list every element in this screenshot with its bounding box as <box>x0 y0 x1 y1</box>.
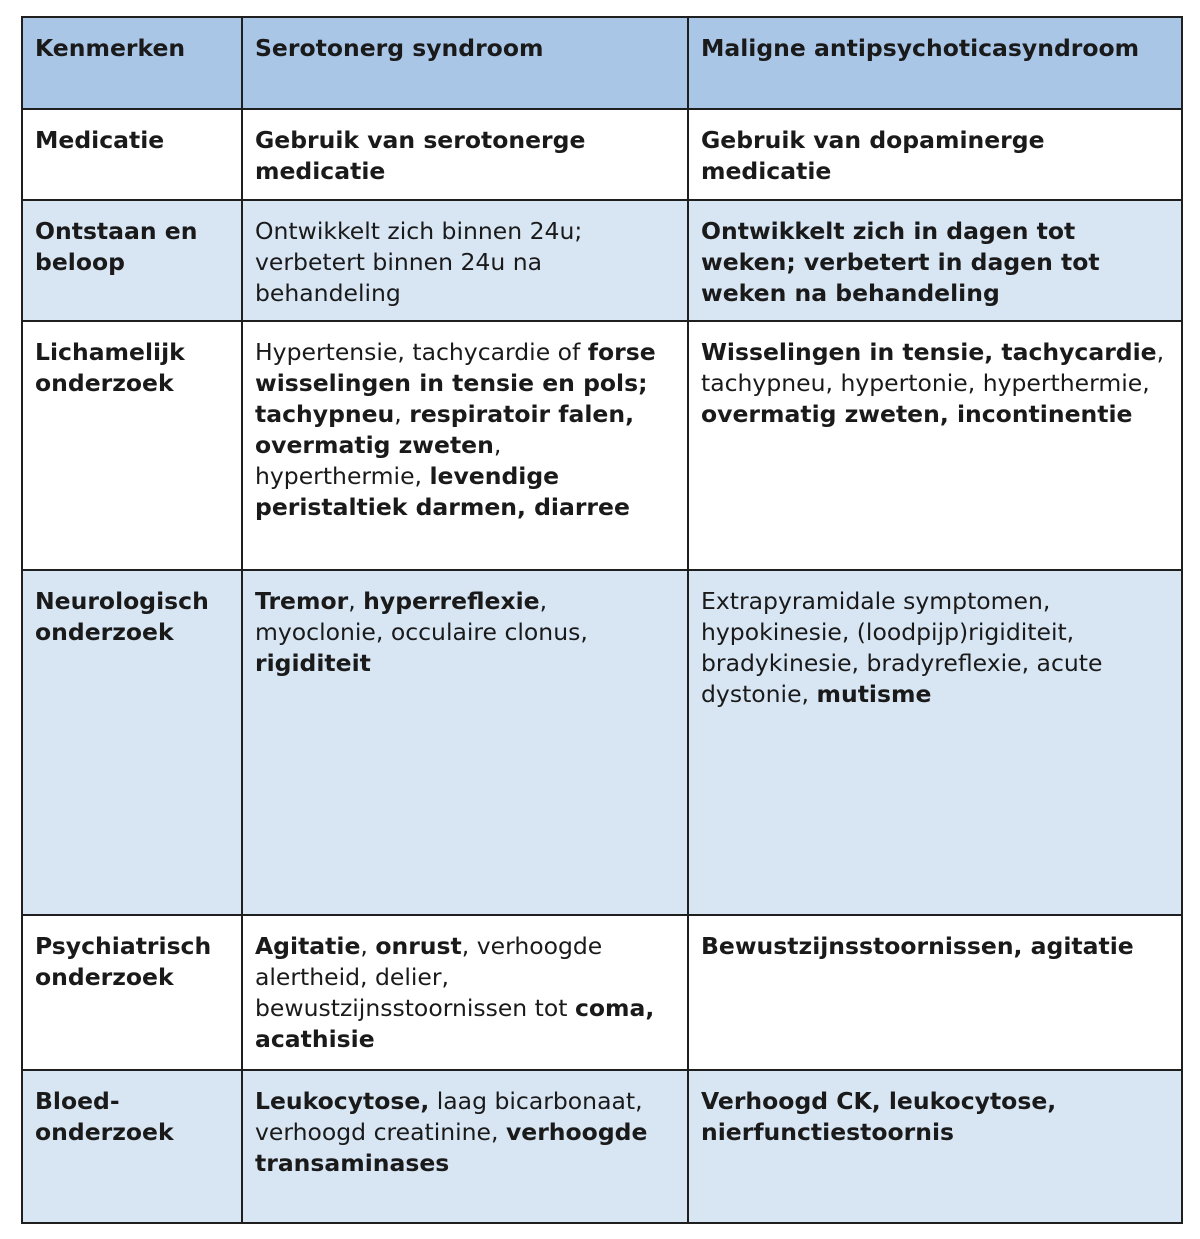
cell-serotonerg <box>242 1070 688 1223</box>
cell-text-segment: Bewustzijnsstoornissen, agitatie <box>701 932 1134 960</box>
cell-serotonerg <box>242 321 688 570</box>
cell-maligne <box>688 109 1182 200</box>
cell-text-segment: hyperreflexie <box>363 587 540 615</box>
row-label-text: Lichamelijk onderzoek <box>35 338 185 397</box>
cell-maligne <box>688 200 1182 321</box>
row-label-text: Medicatie <box>35 126 165 154</box>
row-label <box>22 915 242 1070</box>
cell-text-segment: Hypertensie, tachycardie of <box>255 338 588 366</box>
cell-text-segment: Ontwikkelt zich in dagen tot weken; verbetert in dagen tot weken na behandeling <box>701 217 1108 307</box>
cell-text-segment: mutisme <box>816 680 932 708</box>
header-maligne <box>688 17 1182 109</box>
cell-text-segment: , <box>360 932 376 960</box>
cell-serotonerg <box>242 109 688 200</box>
cell-text-segment: coma, acathisie <box>255 994 663 1053</box>
header-text: Serotonerg syndroom <box>255 34 544 62</box>
row-label-text: Psychiatrisch onderzoek <box>35 932 212 991</box>
cell-maligne <box>688 321 1182 570</box>
header-serotonerg <box>242 17 688 109</box>
cell-text-segment: , verhoogde alertheid, delier, bewustzijnsstoornissen tot <box>255 932 610 1022</box>
comparison-table <box>21 16 1183 1224</box>
cell-text-segment: , <box>348 587 364 615</box>
cell-maligne <box>688 1070 1182 1223</box>
row-label <box>22 570 242 915</box>
row-label <box>22 1070 242 1223</box>
cell-text-segment: Ontwikkelt zich binnen 24u; verbetert binnen 24u na behandeling <box>255 217 590 307</box>
row-label <box>22 200 242 321</box>
row-label-text: Ontstaan en beloop <box>35 217 198 276</box>
cell-text-segment: onrust <box>375 932 462 960</box>
cell-text-segment: , tachypneu, hypertonie, hyperthermie, <box>701 338 1172 397</box>
cell-text-segment: Verhoogd CK, leukocytose, nierfunctiestoornis <box>701 1087 1065 1146</box>
cell-text-segment: verhoogde transaminases <box>255 1118 656 1177</box>
header-kenmerken <box>22 17 242 109</box>
cell-maligne <box>688 915 1182 1070</box>
table-row <box>22 915 1182 1070</box>
row-label-text: Bloed-onderzoek <box>35 1087 174 1146</box>
cell-text-segment: Extrapyramidale symptomen, hypokinesie, (loodpijp)rigiditeit, bradykinesie, bradyreflexie, acute dystonie, <box>701 587 1110 708</box>
cell-text-segment: respiratoir falen, overmatig zweten <box>255 400 643 459</box>
table-row <box>22 109 1182 200</box>
cell-text-segment: forse wisselingen in tensie en pols; tachypneu <box>255 338 664 428</box>
cell-text-segment: levendige peristaltiek darmen, diarree <box>255 462 630 521</box>
cell-text-segment: , myoclonie, occulaire clonus, <box>255 587 596 646</box>
cell-text-segment: Gebruik van serotonerge medicatie <box>255 126 594 185</box>
cell-serotonerg <box>242 570 688 915</box>
row-label-text: Neurologisch onderzoek <box>35 587 209 646</box>
cell-serotonerg <box>242 200 688 321</box>
cell-text-segment: overmatig zweten, incontinentie <box>701 400 1133 428</box>
table-row <box>22 200 1182 321</box>
table-row <box>22 570 1182 915</box>
cell-text-segment: Agitatie <box>255 932 361 960</box>
header-text: Maligne antipsychoticasyndroom <box>701 34 1140 62</box>
row-label <box>22 321 242 570</box>
row-label <box>22 109 242 200</box>
cell-text-segment: , hyperthermie, <box>255 431 509 490</box>
table-row <box>22 1070 1182 1223</box>
cell-text-segment: laag bicarbonaat, verhoogd creatinine, <box>255 1087 651 1146</box>
cell-text-segment: Gebruik van dopaminerge medicatie <box>701 126 1053 185</box>
cell-text-segment: Tremor <box>255 587 349 615</box>
cell-text-segment: rigiditeit <box>255 649 371 677</box>
header-row <box>22 17 1182 109</box>
cell-serotonerg <box>242 915 688 1070</box>
cell-text-segment: , <box>394 400 410 428</box>
cell-text-segment: Leukocytose, <box>255 1087 430 1115</box>
table-body <box>22 17 1182 1223</box>
header-text: Kenmerken <box>35 34 186 62</box>
table-row <box>22 321 1182 570</box>
cell-maligne <box>688 570 1182 915</box>
cell-text-segment: Wisselingen in tensie, tachycardie <box>701 338 1157 366</box>
